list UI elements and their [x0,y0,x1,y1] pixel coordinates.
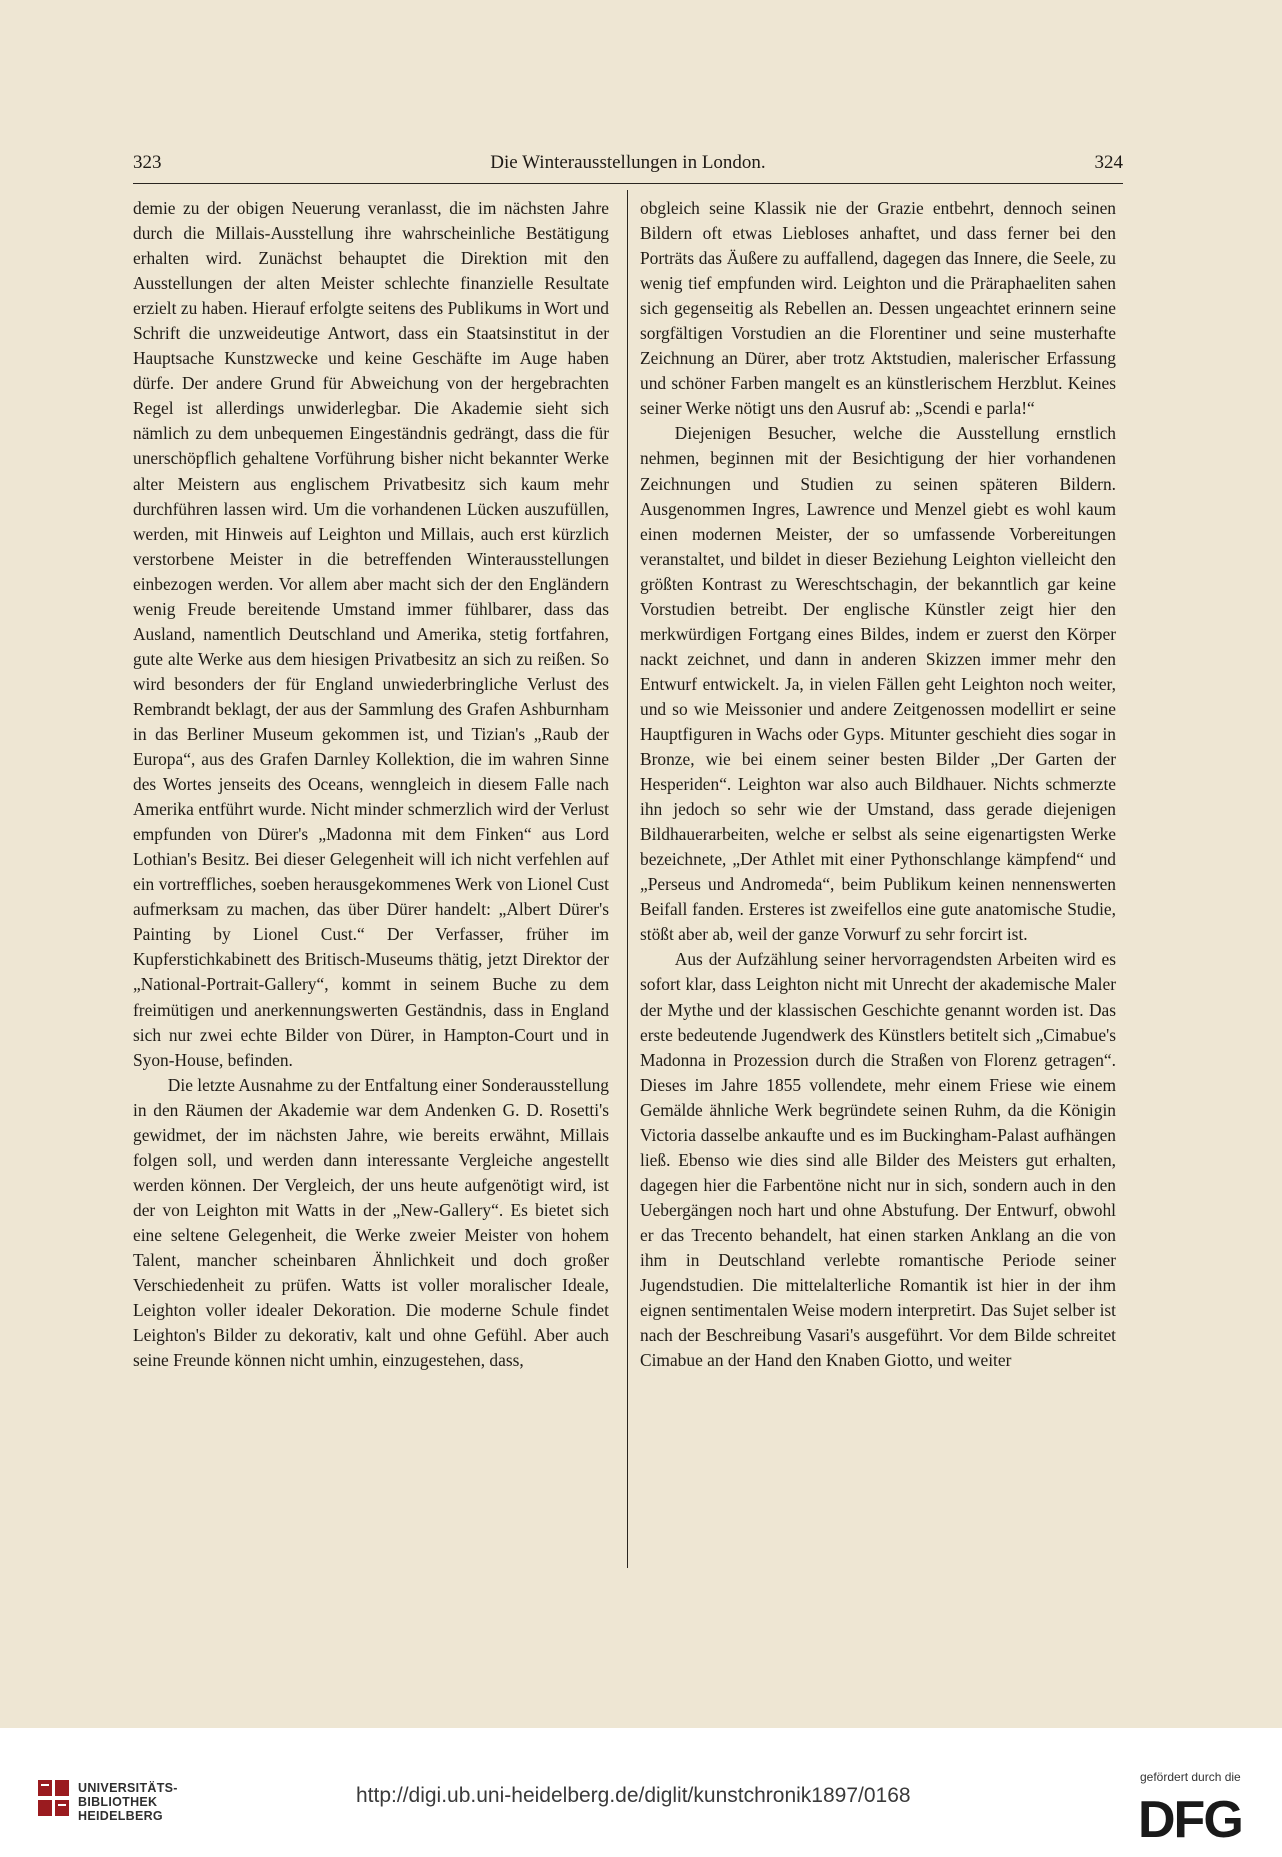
header-rule [133,183,1123,184]
funding-label: gefördert durch die [1140,1770,1241,1784]
running-header [133,148,1123,182]
library-name: UNIVERSITÄTS- BIBLIOTHEK HEIDELBERG [78,1781,178,1823]
page-number-left: 323 [133,152,162,173]
column-divider [627,190,628,1568]
running-title: Die Winterausstellungen in London. [490,152,766,173]
paragraph: obgleich seine Klassik nie der Grazie entbehrt, dennoch seinen Bildern oft etwas Liebloses anhaftet, und dass ferner bei den Porträts das Äußere zu auffallend, dagegen das Innere, die Seele, zu wenig tief empfunden wird. Leighton und die Präraphaeliten sahen sich gegenseitig als Rebellen an. Dessen ungeachtet erinnern seine sorgfältigen Vorstudien an die Florentiner und seine musterhafte Zeichnung an Dürer, aber trotz Aktstudien, malerischer Erfassung und schöner Farben mangelt es an künstlerischem Herzblut. Keines seiner Werke nötigt uns den Ausruf ab: „Scendi e parla!“ [640,198,1116,419]
ub-heidelberg-logo-icon [38,1780,70,1818]
paragraph: Aus der Aufzählung seiner hervorragendsten Arbeiten wird es sofort klar, dass Leighton nicht mit Unrecht der akademische Maler der Mythe und der klassischen Geschichte genannt worden ist. Das erste bedeutende Jugendwerk des Künstlers betitelt sich „Cimabue's Madonna in Prozession durch die Straßen von Florenz getragen“. Dieses im Jahre 1855 vollendete, mehr einem Friese wie einem Gemälde ähnliche Werk begründete seinen Ruhm, da die Königin Victoria dasselbe ankaufte und es im Buckingham-Palast aufhängen ließ. Ebenso wie dies sind alle Bilder des Meisters gut erhalten, dagegen hier die Farbentöne nicht nur in sich, sondern auch in den Uebergängen noch hart und ohne Abstufung. Der Entwurf, obwohl er das Trecento behandelt, hat einen starken Anklang an die von ihm in Deutschland verlebte romantische Periode seiner Jugendstudien. Die mittelalterliche Romantik ist hier in der ihm eignen sentimentalen Weise modern interpretirt. Das Sujet selber ist nach der Beschreibung Vasari's ausgeführt. Vor dem Bilde schreitet Cimabue an der Hand den Knaben Giotto, und weiter [640,949,1116,1371]
digitization-footer [0,1728,1282,1857]
page-number-right: 324 [1094,152,1123,173]
left-column [133,196,609,1373]
paragraph: Diejenigen Besucher, welche die Ausstellung ernstlich nehmen, beginnen mit der Besichtigung der hier vorhandenen Zeichnungen und Studien zu seinen späteren Bildern. Ausgenommen Ingres, Lawrence und Menzel giebt es wohl kaum einen modernen Meister, der so umfassende Vorbereitungen veranstaltet, und bildet in dieser Beziehung Leighton vielleicht den größten Kontrast zu Wereschtschagin, der bekanntlich gar keine Vorstudien betreibt. Der englische Künstler zeigt hier den merkwürdigen Fortgang eines Bildes, indem er zuerst den Körper nackt zeichnet, und dann in anderen Skizzen immer mehr den Entwurf entwickelt. Ja, in vielen Fällen geht Leighton noch weiter, und so wie Meissonier und andere Zeitgenossen modellirt er seine Hauptfiguren in Wachs oder Gyps. Mitunter geschieht dies sogar in Bronze, wie bei einem seiner besten Bilder „Der Garten der Hesperiden“. Leighton war also auch Bildhauer. Nichts schmerzte ihn jedoch so sehr wie der Umstand, dass gerade diejenigen Bildhauerarbeiten, welche er selbst als seine eigenartigsten Werke bezeichnete, „Der Athlet mit einer Pythonschlange kämpfend“ und „Perseus und Andromeda“, beim Publikum keinen nennenswerten Beifall fanden. Ersteres ist zweifellos eine gute anatomische Studie, stößt aber ab, weil der ganze Vorwurf zu sehr forcirt ist. [640,423,1116,945]
right-column [640,196,1116,1373]
paragraph: Die letzte Ausnahme zu der Entfaltung einer Sonderausstellung in den Räumen der Akademie war dem Andenken G. D. Rosetti's gewidmet, der im nächsten Jahre, wie bereits erwähnt, Millais folgen soll, und werden dann interessante Vergleiche angestellt werden können. Der Vergleich, der uns heute aufgenötigt wird, ist der von Leighton mit Watts in der „New-Gallery“. Es bietet sich eine seltene Gelegenheit, die Werke zweier Meister von hohem Talent, mancher scheinbaren Ähnlichkeit und doch großer Verschiedenheit zu prüfen. Watts ist voller moralischer Ideale, Leighton voller idealer Dekoration. Die moderne Schule findet Leighton's Bilder zu dekorativ, kalt und ohne Gefühl. Aber auch seine Freunde können nicht umhin, einzugestehen, dass, [133,1074,609,1371]
paragraph: demie zu der obigen Neuerung veranlasst, die im nächsten Jahre durch die Millais-Ausstellung ihre wahrscheinliche Bestätigung erhalten wird. Zunächst behauptet die Direktion mit den Ausstellungen der alten Meister schlechte finanzielle Resultate erzielt zu haben. Hierauf erfolgte seitens des Publikums in Wort und Schrift die unzweideutige Antwort, dass ein Staatsinstitut in der Hauptsache Kunstzwecke und keine Geschäfte im Auge haben dürfe. Der andere Grund für Abweichung von der hergebrachten Regel ist allerdings unwiderlegbar. Die Akademie sieht sich nämlich zu dem unbequemen Eingeständnis gedrängt, dass die für unerschöpflich gehaltene Vorführung bisher nicht bekannter Werke alter Meistern aus englischem Privatbesitz sich kaum mehr durchführen lassen wird. Um die vorhandenen Lücken auszufüllen, werden, mit Hinweis auf Leighton und Millais, auch erst kürzlich verstorbene Meister in die betreffenden Winterausstellungen einbezogen werden. Vor allem aber macht sich der den Engländern wenig Freude bereitende Umstand immer fühlbarer, dass das Ausland, namentlich Deutschland und Amerika, stetig fortfahren, gute alte Werke aus dem hiesigen Privatbesitz an sich zu reißen. So wird besonders der für England unwiederbringliche Verlust des Rembrandt beklagt, der aus der Sammlung des Grafen Ashburnham in das Berliner Museum gekommen ist, und Tizian's „Raub der Europa“, aus des Grafen Darnley Kollektion, die im wahren Sinne des Wortes jenseits des Oceans, wenngleich in diesem Falle nach Amerika entführt wurde. Nicht minder schmerzlich wird der Verlust empfunden von Dürer's „Madonna mit dem Finken“ aus Lord Lothian's Besitz. Bei dieser Gelegenheit will ich nicht verfehlen auf ein vortreffliches, soeben herausgekommenes Werk von Lionel Cust aufmerksam zu machen, das über Dürer handelt: „Albert Dürer's Painting by Lionel Cust.“ Der Verfasser, früher im Kupferstichkabinett des Britisch-Museums thätig, jetzt Direktor der „National-Portrait-Gallery“, kommt in seinem Buche zu dem freimütigen und anerkennungswerten Geständnis, dass in England sich nur zwei echte Bilder von Dürer, in Hampton-Court und in Syon-House, befinden. [133,198,609,1070]
dfg-logo: DFG [1138,1791,1242,1849]
permalink-url[interactable]: http://digi.ub.uni-heidelberg.de/diglit/kunstchronik1897/0168 [356,1784,911,1807]
